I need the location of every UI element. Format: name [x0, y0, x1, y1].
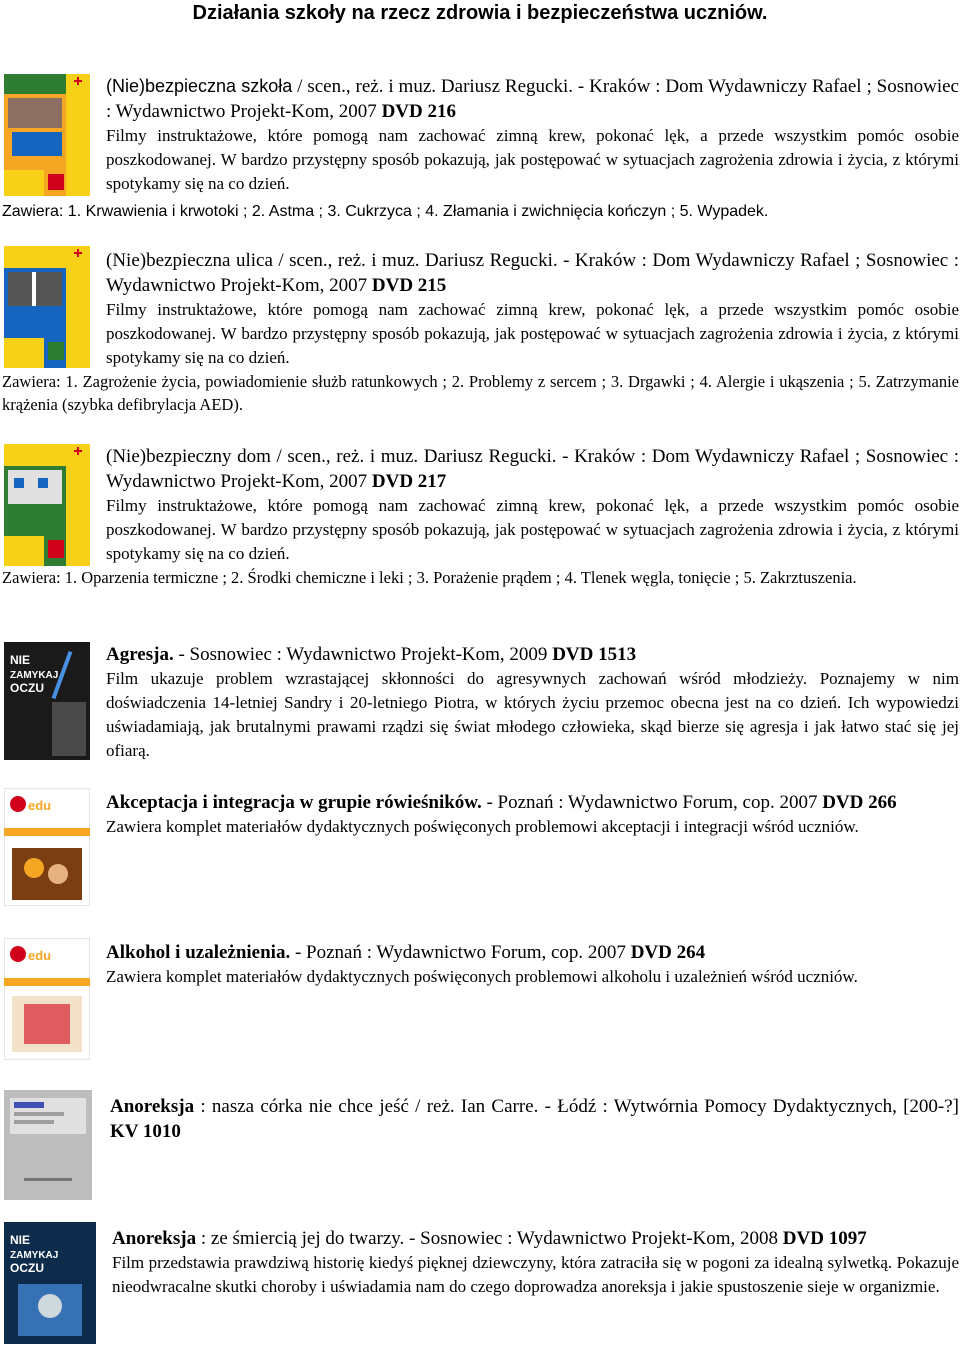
- entry-heading: [110, 1094, 959, 1144]
- entry-publication: - Poznań : Wydawnictwo Forum, cop. 2007: [481, 792, 823, 813]
- entry-text: [106, 74, 959, 196]
- entry-heading: [112, 1226, 959, 1251]
- entry-text: [106, 642, 959, 763]
- entry-text: [112, 1226, 959, 1299]
- entry-contents: Zawiera: 1. Zagrożenie życia, powiadomienie służb ratunkowych ; 2. Problemy z sercem ; 3. Drgawki ; 4. Alergie i ukąszenia ; 5. Zatrzymanie krążenia (szybka defibrylacja AED).: [2, 372, 959, 414]
- vhs-cover-anoreksja: [4, 1090, 92, 1200]
- dvd-cover-alkohol: [4, 938, 90, 1060]
- svg-text:NIE: NIE: [10, 1233, 31, 1247]
- svg-text:edu: edu: [28, 948, 52, 963]
- entry-heading: [106, 790, 959, 815]
- entry-heading: [106, 642, 959, 667]
- entry-title: Akceptacja i integracja w grupie rówieśników.: [106, 792, 482, 813]
- dvd-cover-image: [4, 74, 90, 196]
- shelf-mark: DVD 215: [371, 275, 447, 296]
- entry-heading: [106, 444, 959, 494]
- entry-heading: [106, 940, 959, 965]
- dvd-cover-nie-bezpieczny-dom: [4, 444, 90, 566]
- shelf-mark: DVD 217: [371, 471, 447, 492]
- entry-description: Filmy instruktażowe, które pomogą nam zachować zimną krew, pokonać lęk, a przede wszystkim pomóc osobie poszkodowanej. W bardzo przystępny sposób pokazują, jak postępować w sytuacjach zagrożenia zdrowia i życia, z którymi spotykamy się na co dzień.: [106, 300, 959, 367]
- vhs-cover-image: [4, 1090, 92, 1200]
- page-title: Działania szkoły na rzecz zdrowia i bezpieczeństwa uczniów.: [192, 2, 768, 24]
- catalog-entry: [0, 640, 960, 765]
- catalog-entry: [0, 442, 960, 617]
- dvd-cover-image: [4, 788, 90, 906]
- svg-text:ZAMYKAJ: ZAMYKAJ: [10, 670, 59, 681]
- dvd-cover-image: [4, 938, 90, 1060]
- dvd-cover-nie-bezpieczna-szkola: [4, 74, 90, 196]
- entry-publication: - Sosnowiec : Wydawnictwo Projekt-Kom, 2009: [173, 644, 553, 665]
- entry-text: [110, 1094, 959, 1144]
- entry-title: Alkohol i uzależnienia.: [106, 942, 291, 963]
- shelf-mark: KV 1010: [110, 1121, 181, 1142]
- dvd-cover-image: [4, 444, 90, 566]
- entry-publication: - Poznań : Wydawnictwo Forum, cop. 2007: [290, 942, 631, 963]
- svg-text:OCZU: OCZU: [10, 681, 44, 695]
- dvd-cover-akceptacja: [4, 788, 90, 906]
- entry-publication: : nasza córka nie chce jeść / reż. Ian Carre. - Łódź : Wytwórnia Pomocy Dydaktycznych, [200-?]: [194, 1096, 959, 1117]
- svg-text:NIE: NIE: [10, 653, 31, 667]
- svg-text:ZAMYKAJ: ZAMYKAJ: [10, 1250, 59, 1261]
- entry-title: Anoreksja: [112, 1228, 197, 1249]
- svg-text:edu: edu: [28, 798, 52, 813]
- entry-title: Anoreksja: [110, 1096, 195, 1117]
- svg-text:OCZU: OCZU: [10, 1261, 44, 1275]
- entry-description: Film przedstawia prawdziwą historię kiedyś pięknej dziewczyny, która zatraciła się w pogoni za idealną sylwetką. Pokazuje nieodwracalne skutki choroby i uświadamia nam do czego doprowadza anoreksja i jakie spustoszenie sieje w organizmie.: [112, 1253, 959, 1296]
- entry-description: Film ukazuje problem wzrastającej skłonności do agresywnych zachowań wśród młodzieży. Poznajemy w nim doświadczenia 14-letniej Sandry i 20-letniego Piotra, w których życiu przemoc obecna jest na co dzień. Ich wypowiedzi uświadamiają, jak brutalnymi prawami rządzi się świat młodego człowieka, skąd bierze się agresja i jak łatwo stać się jej ofiarą.: [106, 669, 959, 760]
- entry-contents: Zawiera: 1. Krwawienia i krwotoki ; 2. Astma ; 3. Cukrzyca ; 4. Złamania i zwichnięcia kończyn ; 5. Wypadek.: [2, 203, 769, 220]
- entry-description: Zawiera komplet materiałów dydaktycznych poświęconych problemowi akceptacji i integracji wśród uczniów.: [106, 817, 859, 836]
- shelf-mark: DVD 266: [822, 792, 897, 813]
- entry-description: Filmy instruktażowe, które pomogą nam zachować zimną krew, pokonać lęk, a przede wszystkim pomóc osobie poszkodowanej. W bardzo przystępny sposób pokazują, jak postępować w sytuacjach zagrożenia zdrowia i życia, z którymi spotykamy się na co dzień.: [106, 126, 959, 193]
- entry-publication: / scen., reż. i muz. Dariusz Regucki. - Kraków : Dom Wydawniczy Rafael ; Sosnowiec : Wydawnictwo Projekt-Kom, 2007: [106, 250, 959, 296]
- shelf-mark: DVD 264: [630, 942, 706, 963]
- entry-text: [106, 940, 959, 989]
- entry-publication: / scen., reż. i muz. Dariusz Regucki. - Kraków : Dom Wydawniczy Rafael ; Sosnowiec : Wydawnictwo Projekt-Kom, 2007: [106, 76, 959, 122]
- entry-heading: [106, 74, 959, 124]
- catalog-entry: [0, 1222, 960, 1347]
- dvd-cover-agresja: [4, 642, 90, 760]
- entry-title: (Nie)bezpieczny dom: [106, 446, 271, 467]
- entry-heading: [106, 248, 959, 298]
- catalog-entry: [0, 1090, 960, 1205]
- shelf-mark: DVD 1097: [782, 1228, 867, 1249]
- dvd-cover-anoreksja-smiercia: [4, 1222, 96, 1344]
- dvd-cover-nie-bezpieczna-ulica: [4, 246, 90, 368]
- entry-text: [106, 790, 959, 839]
- entry-description: Zawiera komplet materiałów dydaktycznych poświęconych problemowi alkoholu i uzależnień wśród uczniów.: [106, 967, 858, 986]
- catalog-entry: [0, 72, 960, 222]
- entry-title: Agresja.: [106, 644, 174, 665]
- entry-text: [106, 444, 959, 566]
- dvd-cover-image: [4, 1222, 96, 1344]
- entry-publication: : ze śmiercią jej do twarzy. - Sosnowiec : Wydawnictwo Projekt-Kom, 2008: [196, 1228, 783, 1249]
- entry-text: [106, 248, 959, 370]
- shelf-mark: DVD 216: [381, 101, 456, 122]
- shelf-mark: DVD 1513: [552, 644, 637, 665]
- dvd-cover-image: [4, 642, 90, 760]
- entry-publication: / scen., reż. i muz. Dariusz Regucki. - Kraków : Dom Wydawniczy Rafael ; Sosnowiec : Wydawnictwo Projekt-Kom, 2007: [106, 446, 959, 492]
- entry-contents: Zawiera: 1. Oparzenia termiczne ; 2. Środki chemiczne i leki ; 3. Porażenie prądem ; 4. Tlenek węgla, tonięcie ; 5. Zakrztuszenia.: [2, 568, 857, 587]
- catalog-entry: [0, 246, 960, 426]
- entry-title: (Nie)bezpieczna szkoła: [106, 76, 293, 96]
- catalog-entry: [0, 938, 960, 1068]
- dvd-cover-image: [4, 246, 90, 368]
- entry-description: Filmy instruktażowe, które pomogą nam zachować zimną krew, pokonać lęk, a przede wszystkim pomóc osobie poszkodowanej. W bardzo przystępny sposób pokazują, jak postępować w sytuacjach zagrożenia zdrowia i życia, z którymi spotykamy się na co dzień.: [106, 496, 959, 563]
- catalog-entry: [0, 788, 960, 918]
- entry-title: (Nie)bezpieczna ulica: [106, 250, 273, 271]
